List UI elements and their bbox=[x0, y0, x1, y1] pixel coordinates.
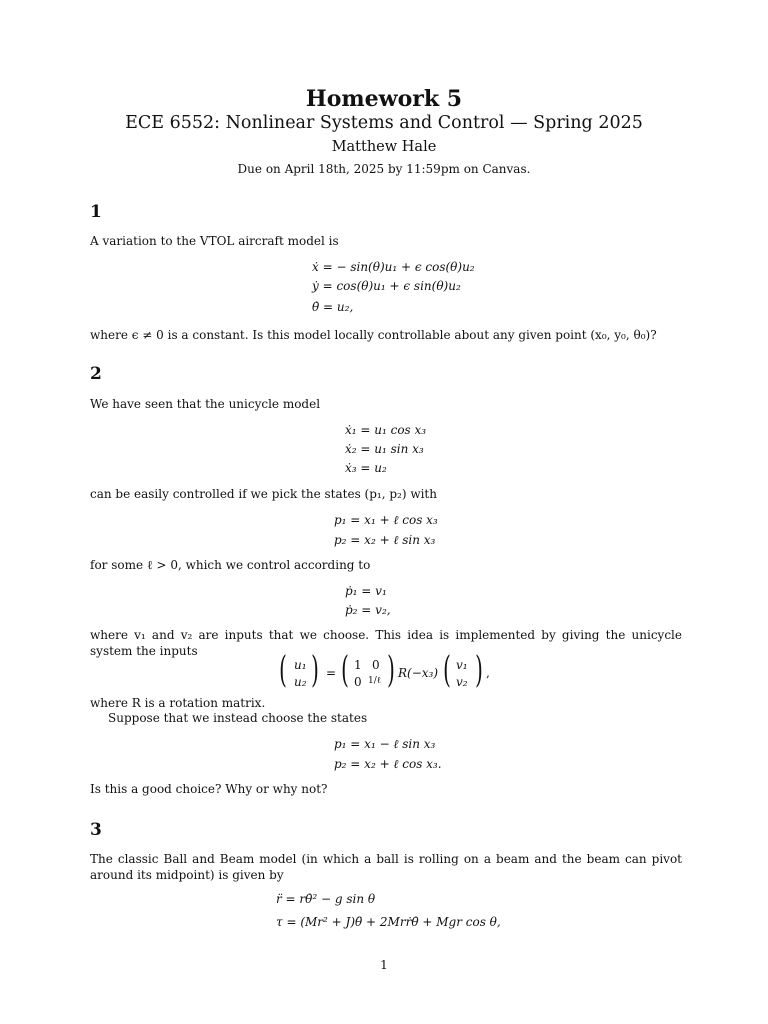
problem-2-question: Is this a good choice? Why or why not? bbox=[90, 782, 328, 796]
author-name: Matthew Hale bbox=[331, 139, 437, 155]
new-state-equation-2: p₂ = x₂ + ℓ cos x₃. bbox=[334, 757, 442, 771]
problem-1-question: where ϵ ≠ 0 is a constant. Is this model locally controllable about any given point (x₀, y₀, θ₀)? bbox=[90, 328, 657, 342]
problem-1-equation-1: ẋ = − sin(θ)u₁ + ϵ cos(θ)u₂ bbox=[312, 260, 475, 274]
problem-2-intro: We have seen that the unicycle model bbox=[90, 397, 321, 411]
problem-3-intro: The classic Ball and Beam model (in which a ball is rolling on a beam and the beam can pivot around its midpoint) is given by bbox=[90, 852, 682, 882]
matrix-end-comma: , bbox=[486, 666, 490, 680]
unicycle-equation-1: ẋ₁ = u₁ cos x₃ bbox=[345, 423, 427, 437]
problem-2-text-1: can be easily controlled if we pick the states (p₁, p₂) with bbox=[90, 487, 437, 501]
matrix-m11: 1 bbox=[354, 658, 362, 672]
rotation-matrix: R(−x₃) bbox=[398, 666, 439, 680]
matrix-equation: ( u₁ u₂ ) = ( 1 0 0 1/ℓ ) R(−x₃) ( v₁ v₂ ) , bbox=[279, 650, 490, 691]
problem-2-text-2: for some ℓ > 0, which we control according to bbox=[90, 558, 371, 572]
unicycle-equation-3: ẋ₃ = u₂ bbox=[345, 461, 387, 475]
due-date: Due on April 18th, 2025 by 11:59pm on Canvas. bbox=[237, 162, 531, 176]
rhs-v1: v₁ bbox=[456, 658, 468, 672]
document-title: Homework 5 bbox=[305, 86, 463, 112]
matrix-m22: 1/ℓ bbox=[368, 676, 382, 686]
control-equation-2: ṗ₂ = v₂, bbox=[345, 603, 391, 617]
problem-1-intro: A variation to the VTOL aircraft model is bbox=[90, 234, 339, 248]
matrix-m12: 0 bbox=[372, 658, 380, 672]
ball-beam-equation-2: τ = (Mr² + J)θ̈ + 2Mrṙθ̇ + Mgr cos θ, bbox=[276, 915, 501, 929]
state-equation-1: p₁ = x₁ + ℓ cos x₃ bbox=[334, 513, 438, 527]
problem-1-heading: 1 bbox=[90, 202, 102, 222]
unicycle-equation-2: ẋ₂ = u₁ sin x₃ bbox=[345, 442, 424, 456]
problem-3-heading: 3 bbox=[90, 820, 102, 840]
rhs-v2: v₂ bbox=[456, 675, 468, 689]
matrix-m21: 0 bbox=[354, 675, 362, 689]
problem-1-equation-3: θ̇ = u₂, bbox=[312, 300, 354, 314]
problem-2-text-5: Suppose that we instead choose the states bbox=[108, 711, 368, 725]
problem-2-heading: 2 bbox=[90, 364, 102, 384]
equals-sign: = bbox=[326, 666, 337, 680]
problem-2-text-3: where v₁ and v₂ are inputs that we choose. This idea is implemented by giving the unicycle system the inputs bbox=[90, 628, 682, 658]
ball-beam-equation-1: r̈ = rθ̇² − g sin θ bbox=[276, 892, 376, 906]
problem-2-text-4: where R is a rotation matrix. bbox=[90, 696, 266, 710]
lhs-u2: u₂ bbox=[294, 675, 307, 689]
page-number: 1 bbox=[380, 958, 388, 972]
lhs-u1: u₁ bbox=[294, 658, 307, 672]
new-state-equation-1: p₁ = x₁ − ℓ sin x₃ bbox=[334, 737, 436, 751]
problem-1-equation-2: ẏ = cos(θ)u₁ + ϵ sin(θ)u₂ bbox=[312, 279, 461, 293]
course-subtitle: ECE 6552: Nonlinear Systems and Control — Spring 2025 bbox=[125, 113, 643, 133]
control-equation-1: ṗ₁ = v₁ bbox=[345, 584, 387, 598]
state-equation-2: p₂ = x₂ + ℓ sin x₃ bbox=[334, 533, 436, 547]
